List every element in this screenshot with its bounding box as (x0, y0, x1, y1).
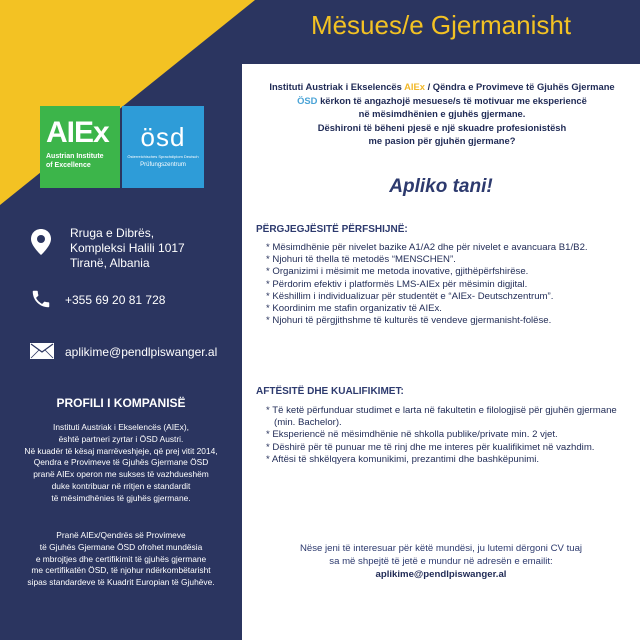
aiex-logo-text (46, 152, 104, 170)
intro-text (250, 80, 634, 148)
address-line1: Rruga e Dibrës, (70, 226, 155, 240)
address-line3: Tiranë, Albania (70, 256, 150, 270)
apply-now-heading: Apliko tani! (389, 176, 493, 197)
intro-institute: Instituti Austriak i Ekselencës (269, 81, 402, 92)
profile-p1-line: është partneri zyrtar i ÖSD Austri. (58, 433, 184, 444)
osd-logo-line1: Österreichisches Sprachdiplom Deutsch (127, 154, 199, 159)
profile-p1-line: duke kontribuar në rritjen e standardit (51, 480, 191, 491)
intro-line5: me pasion për gjuhën gjermane? (368, 135, 516, 146)
intro-line4: Dëshironi të bëheni pjesë e një skuadre profesionistësh (317, 121, 567, 133)
list-item: * Eksperiencë në mësimdhënie në shkolla publike/private min. 2 vjet. (266, 429, 558, 441)
profile-p2-line: me certifikatën ÖSD, të njohur ndërkombëtarisht (31, 565, 211, 576)
osd-logo-line2: Prüfungszentrum (140, 162, 186, 168)
profile-p1-line: të mësimdhënies të gjuhës gjermane. (51, 492, 191, 503)
profile-paragraph-1 (6, 422, 236, 505)
email-link[interactable]: aplikime@pendlpiswanger.al (65, 345, 218, 359)
list-item: * Të ketë përfunduar studimet e larta në fakultetin e filologjisë për gjuhën gjermane (min. Bachelor). (266, 405, 617, 429)
list-item: * Njohuri të përgjithshme të kulturës të vendeve gjermanisht-folëse. (266, 315, 552, 327)
job-panel (242, 64, 640, 640)
aiex-logo-line2: of Excellence (46, 162, 91, 169)
intro-center: / Qëndra e Provimeve të Gjuhës Gjermane (427, 81, 615, 92)
osd-logo-mark: ösd (140, 122, 186, 152)
closing-line2: sa më shpejtë të jetë e mundur në adresën e emailit: (329, 556, 553, 567)
list-item: * Përdorim efektiv i platformës LMS-AIEx për mësimin digjital. (266, 278, 528, 290)
phone-number[interactable]: +355 69 20 81 728 (65, 293, 166, 307)
closing-text (256, 542, 626, 581)
profile-p1-line: Qendra e Provimeve të Gjuhës Gjermane ÖSD (33, 457, 209, 468)
list-item: * Këshillim i individualizuar për studentët e “AIEx- Deutschzentrum”. (266, 290, 554, 302)
profile-p1-line: Instituti Austriak i Ekselencës (AIEx), (53, 422, 189, 432)
profile-p1-line: Në kuadër të kësaj marrëveshjeje, që prej vitit 2014, (24, 445, 218, 456)
envelope-icon (30, 343, 54, 359)
list-item: * Dëshirë për të punuar me të rinj dhe me interes për kualifikimet në vazhdim. (266, 441, 595, 453)
closing-line1: Nëse jeni të interesuar për këtë mundësi, ju lutemi dërgoni CV tuaj (299, 543, 583, 554)
list-item: * Njohuri të thella të metodës “MENSCHEN”. (266, 254, 456, 266)
aiex-logo-line1: Austrian Institute (46, 153, 104, 160)
phone-icon (30, 288, 52, 310)
profile-p2-line: sipas standardeve të Kuadrit Europian të Gjuhëve. (27, 577, 215, 588)
address (70, 226, 240, 271)
intro-line1 (250, 80, 634, 94)
intro-line3: në mësimdhënien e gjuhës gjermane. (358, 108, 526, 119)
skills-title: AFTËSITË DHE KUALIFIKIMET: (256, 386, 404, 397)
profile-p2-line: të Gjuhës Gjermane ÖSD ofrohet mundësia (39, 541, 203, 552)
intro-line2 (250, 94, 634, 108)
address-line2: Kompleksi Halili 1017 (70, 241, 185, 255)
list-item: * Aftësi të shkëlqyera komunikimi, prezantimi dhe bashkëpunimi. (266, 453, 540, 465)
closing-email-link[interactable]: aplikime@pendlpiswanger.al (375, 569, 507, 580)
aiex-logo-mark: AIEx (46, 116, 109, 149)
profile-paragraph-2 (6, 530, 236, 589)
profile-p2-line: e mbrojtjes dhe certifikimit të gjuhës gjermane (35, 553, 207, 564)
list-item: * Organizimi i mësimit me metoda inovative, gjithëpërfshirëse. (266, 266, 529, 278)
responsibilities-title: PËRGJEGJËSITË PËRFSHIJNË: (256, 224, 408, 235)
list-item: * Mësimdhënie për nivelet bazike A1/A2 dhe për nivelet e avancuara B1/B2. (266, 242, 588, 253)
location-pin-icon (30, 228, 52, 256)
intro-osd: ÖSD (297, 94, 318, 106)
responsibilities-list (266, 242, 636, 327)
osd-logo (122, 106, 204, 188)
list-item: * Koordinim me stafin organizativ të AIEx. (266, 303, 442, 315)
skills-list (266, 405, 636, 466)
intro-aiex: AIEx (404, 81, 425, 92)
intro-seeking: kërkon të angazhojë mesuese/s të motivuar me eksperiencë (320, 94, 587, 106)
profile-p1-line: pranë AIEx operon me sukses të vazhdueshëm (33, 469, 209, 480)
page-title: Mësues/e Gjermanisht (310, 10, 572, 40)
aiex-logo (40, 106, 120, 188)
profile-title: PROFILI I KOMPANISË (56, 396, 186, 410)
profile-p2-line: Pranë AIEx/Qendrës së Provimeve (56, 530, 186, 540)
